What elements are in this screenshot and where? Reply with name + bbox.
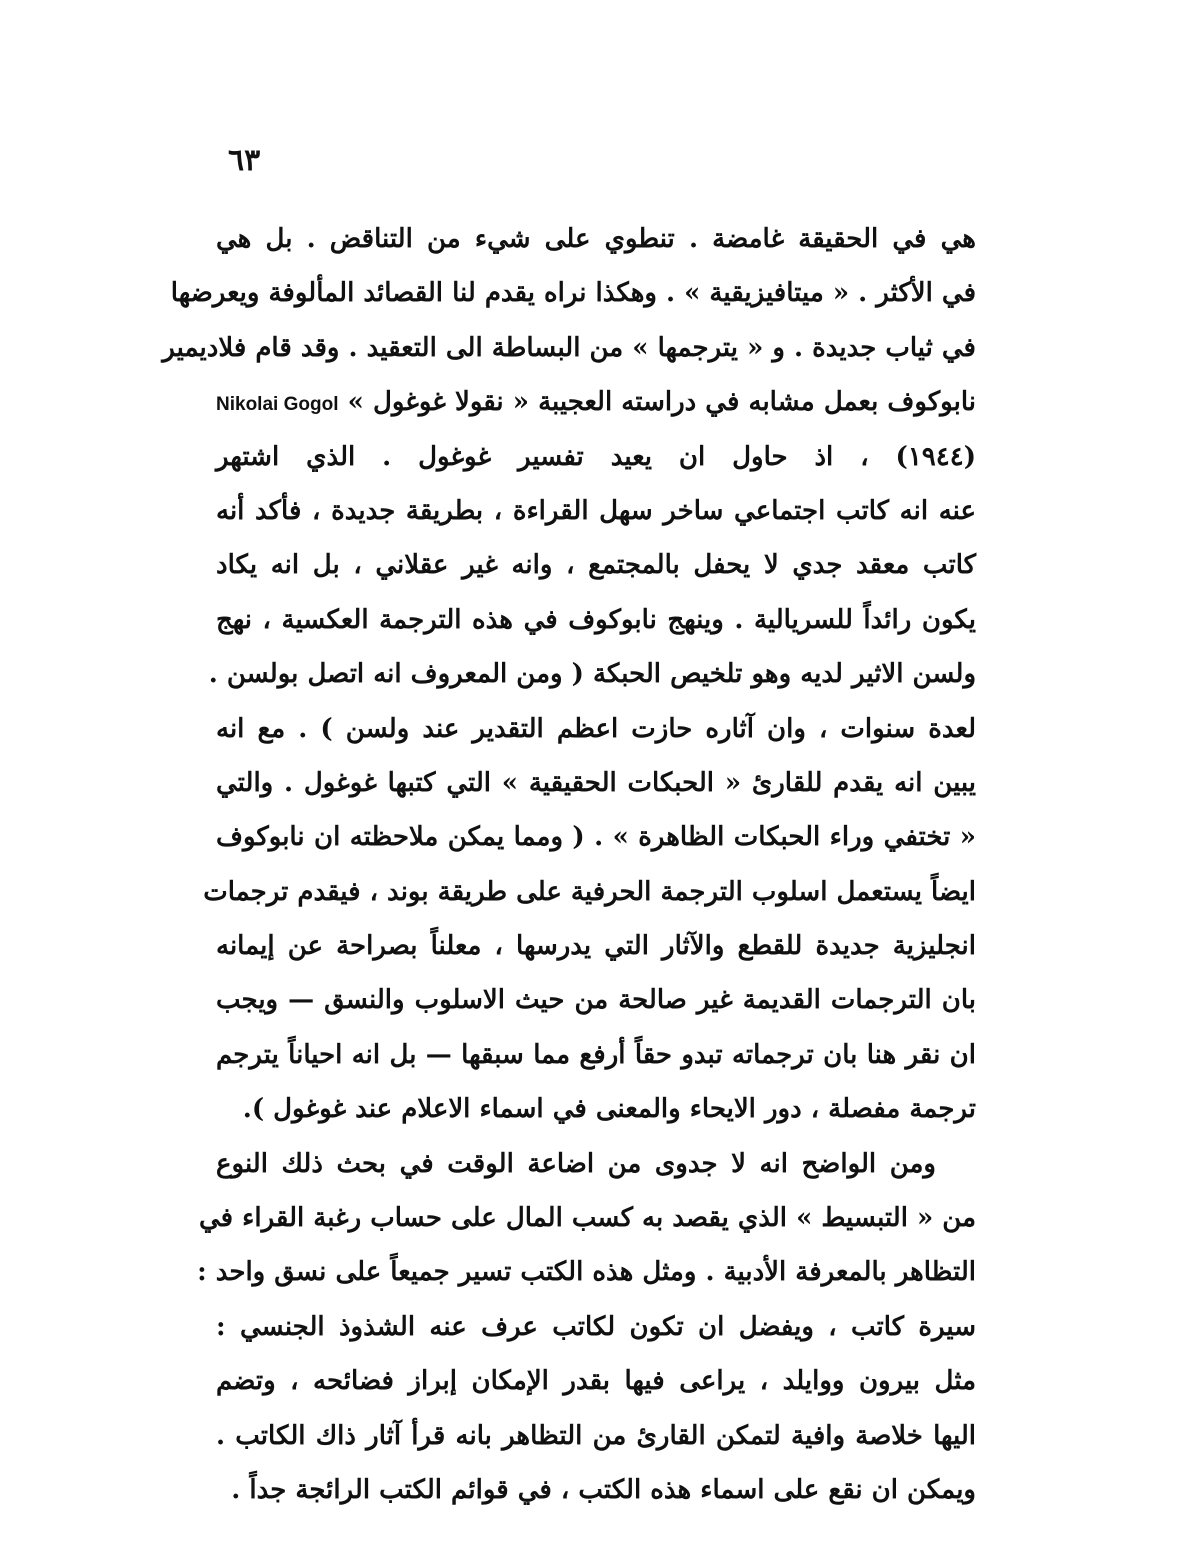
text-line: ان نقر هنا بان ترجماته تبدو حقاً أرفع مما سبقها — بل انه احياناً يترجم — [216, 1039, 976, 1070]
text-line: يبين انه يقدم للقارئ « الحبكات الحقيقية » التي كتبها غوغول . والتي — [216, 767, 976, 798]
text-line: عنه انه كاتب اجتماعي ساخر سهل القراءة ، بطريقة جديدة ، فأكد أنه — [216, 495, 976, 526]
text-line: ايضاً يستعمل اسلوب الترجمة الحرفية على طريقة بوند ، فيقدم ترجمات — [203, 876, 976, 907]
text-line-paragraph-end: ويمكن ان نقع على اسماء هذه الكتب ، في قوائم الكتب الرائجة جداً . — [231, 1474, 976, 1505]
latin-name: Nikolai Gogol — [216, 394, 339, 416]
text-line: انجليزية جديدة للقطع والآثار التي يدرسها ، معلناً بصراحة عن إيمانه — [216, 931, 976, 962]
text-line: اليها خلاصة وافية لتمكن القارئ من التظاهر بانه قرأ آثار ذاك الكاتب . — [216, 1420, 976, 1451]
text-line: كاتب معقد جدي لا يحفل بالمجتمع ، وانه غير عقلاني ، بل انه يكاد — [216, 550, 976, 581]
text-line: يكون رائداً للسريالية . وينهج نابوكوف في هذه الترجمة العكسية ، نهج — [216, 604, 976, 635]
text-line: سيرة كاتب ، ويفضل ان تكون لكاتب عرف عنه الشذوذ الجنسي : — [216, 1311, 976, 1342]
text-line: بان الترجمات القديمة غير صالحة من حيث الاسلوب والنسق — ويجب — [216, 985, 976, 1016]
text-line: لعدة سنوات ، وان آثاره حازت اعظم التقدير عند ولسن ) . مع انه — [216, 713, 976, 744]
text-line: (١٩٤٤) ، اذ حاول ان يعيد تفسير غوغول . الذي اشتهر — [216, 441, 976, 472]
text-line: في الأكثر . « ميتافيزيقية » . وهكذا نراه يقدم لنا القصائد المألوفة ويعرضها — [170, 278, 976, 309]
text-line: هي في الحقيقة غامضة . تنطوي على شيء من التناقض . بل هي — [216, 224, 976, 254]
text-line: مثل بيرون ووايلد ، يراعى فيها بقدر الإمكان إبراز فضائحه ، وتضم — [216, 1366, 976, 1397]
text-line-paragraph-end: ترجمة مفصلة ، دور الايحاء والمعنى في اسماء الاعلام عند غوغول ). — [242, 1094, 976, 1125]
text-line-arabic-part: نابوكوف بعمل مشابه في دراسته العجيبة « نقولا غوغول » — [347, 387, 977, 418]
text-line: « تختفي وراء الحبكات الظاهرة » . ( ومما يمكن ملاحظته ان نابوكوف — [216, 822, 976, 853]
page-number: ٦٣ — [228, 143, 261, 178]
text-line-paragraph-start: ومن الواضح انه لا جدوى من اضاعة الوقت في بحث ذلك النوع — [216, 1148, 936, 1179]
text-line: ولسن الاثير لديه وهو تلخيص الحبكة ( ومن المعروف انه اتصل بولسن . — [208, 659, 976, 690]
text-line-mixed — [216, 375, 976, 429]
text-line: التظاهر بالمعرفة الأدبية . ومثل هذه الكتب تسير جميعاً على نسق واحد : — [197, 1257, 976, 1288]
text-line: في ثياب جديدة . و « يترجمها » من البساطة الى التعقيد . وقد قام فلاديمير — [162, 332, 976, 363]
body-text — [162, 212, 977, 1517]
text-line: من « التبسيط » الذي يقصد به كسب المال على حساب رغبة القراء في — [198, 1203, 976, 1234]
